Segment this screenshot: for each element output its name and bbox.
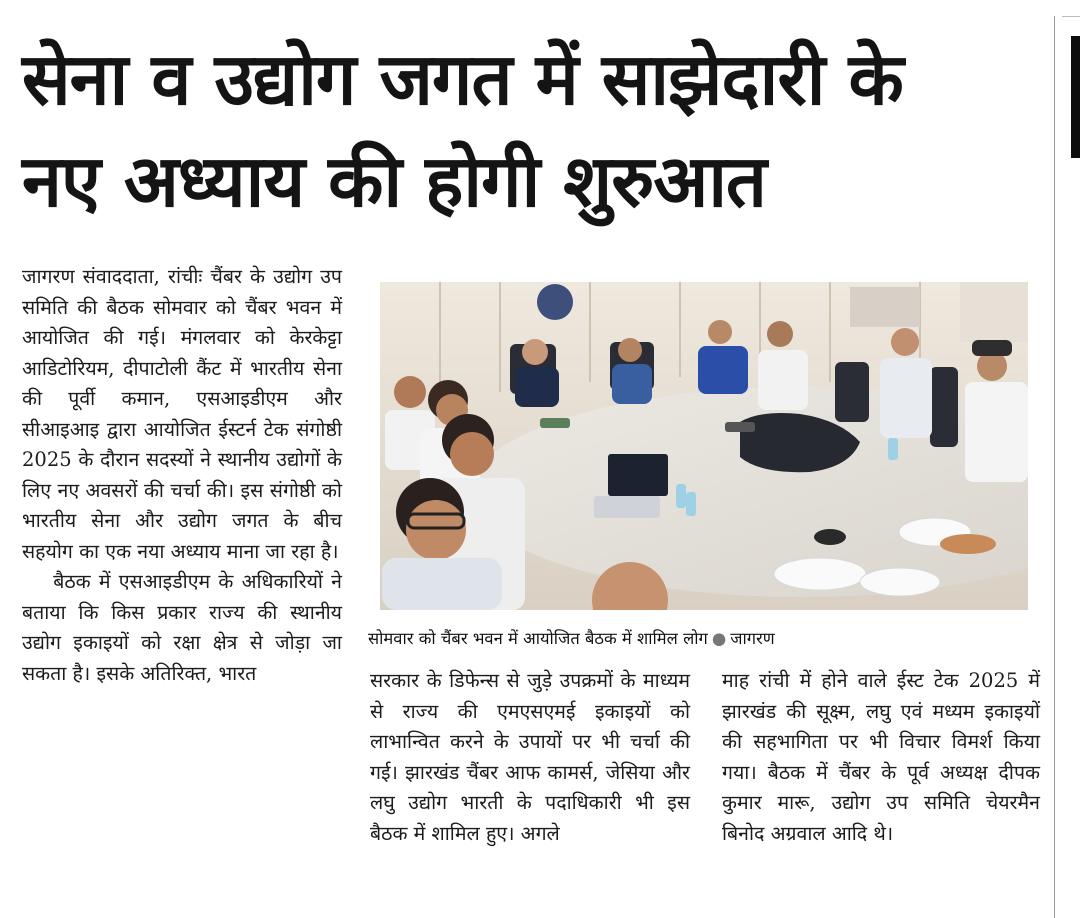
article-paragraph-2: बैठक में एसआइडीएम के अधिकारियों ने बताया कि किस प्रकार राज्य की स्थानीय उद्योग इकाइयों को रक्षा क्षेत्र से जोड़ा जा सकता है। इसके अतिरिक्त, भारत xyxy=(22,570,342,685)
headline xyxy=(22,28,1032,232)
article-paragraph-1: जागरण संवाददाता, रांचीः चैंबर के उद्योग उप समिति की बैठक सोमवार को चैंबर भवन में आयोजित की गई। मंगलवार को केरकेट्टा आडिटोरियम, दीपाटोली कैंट में भारतीय सेना की पूर्वी कमान, एसआइडीएम और सीआइआइ द्वारा आयोजित ईस्टर्न टेक संगोष्ठी 2025 के दौरान सदस्यों ने स्थानीय उद्योगों के लिए नए अवसरों की चर्चा की। इस संगोष्ठी को भारतीय सेना और उद्योग जगत के बीच सहयोग का एक नया अध्याय माना जा रहा है। xyxy=(22,265,342,563)
laptop-screen xyxy=(608,454,668,496)
column-divider xyxy=(1054,16,1055,918)
meeting-photo xyxy=(380,282,1028,610)
adjacent-article-rule xyxy=(1062,16,1080,17)
caption-separator-dot: ● xyxy=(711,629,727,648)
article-column-3-text: माह रांची में होने वाले ईस्ट टेक 2025 में झारखंड की सूक्ष्म, लघु एवं मध्यम इकाइयों की सहभागिता पर भी विचार विमर्श किया गया। बैठक में चैंबर के पूर्व अध्यक्ष दीपक कुमार मारू, उद्योग उप समिति चेयरमैन बिनोद अग्रवाल आदि थे। xyxy=(722,669,1040,845)
article-column-2-text: सरकार के डिफेन्स से जुड़े उपक्रमों के माध्यम से राज्य की एमएसएमई इकाइयों को लाभान्वित करने के उपायों पर भी चर्चा की गई। झारखंड चैंबर आफ कामर्स, जेसिया और लघु उद्योग भारती के पदाधिकारी भी इस बैठक में शामिल हुए। अगले xyxy=(370,669,690,845)
wall-emblem xyxy=(537,284,573,320)
meeting-photo-illustration xyxy=(380,282,1028,610)
photo-caption xyxy=(368,624,1028,654)
headline-line-1: सेना व उद्योग जगत में साझेदारी के xyxy=(22,37,903,121)
article-column-1 xyxy=(22,262,342,689)
photo-caption-text: सोमवार को चैंबर भवन में आयोजित बैठक में शामिल लोग xyxy=(368,629,708,648)
headline-line-2: नए अध्याय की होगी शुरुआत xyxy=(22,139,766,223)
photo-credit: जागरण xyxy=(730,629,775,648)
article-column-2 xyxy=(370,666,690,849)
adjacent-article-block xyxy=(1071,36,1080,158)
article-column-3 xyxy=(722,666,1040,849)
